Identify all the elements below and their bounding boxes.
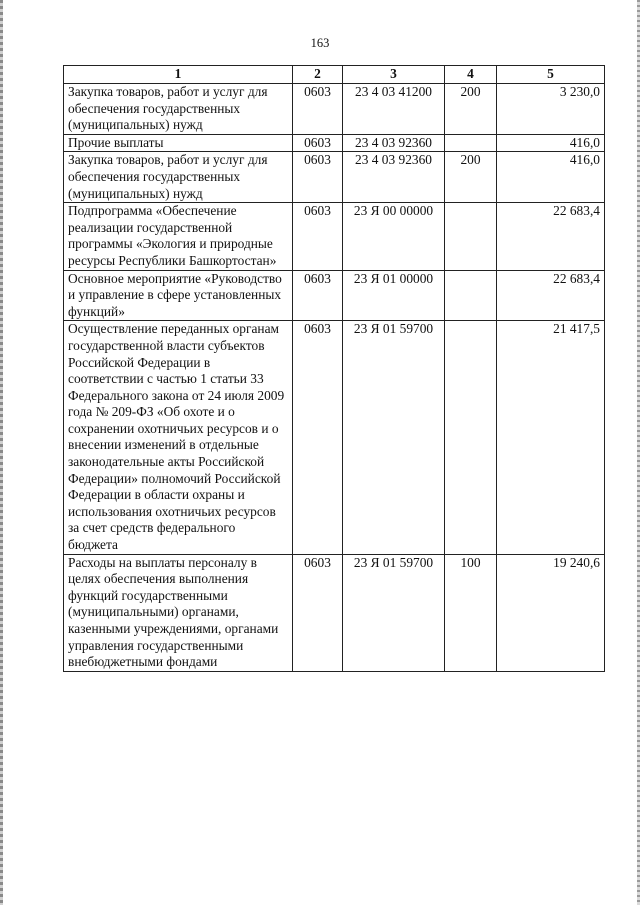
row-sum: 19 240,6 xyxy=(497,554,605,671)
row-name: Основное мероприятие «Руководство и управление в сфере установленных функций» xyxy=(64,270,293,321)
table-row xyxy=(64,270,605,321)
scan-edge-left xyxy=(0,0,3,905)
table-row xyxy=(64,152,605,203)
row-section: 0603 xyxy=(293,152,343,203)
column-header-type: 4 xyxy=(445,66,497,84)
row-type xyxy=(445,321,497,554)
page-number: 163 xyxy=(310,36,330,50)
column-header-name: 1 xyxy=(64,66,293,84)
row-type: 200 xyxy=(445,84,497,135)
row-sum: 3 230,0 xyxy=(497,84,605,135)
row-code: 23 4 03 92360 xyxy=(343,152,445,203)
row-type: 200 xyxy=(445,152,497,203)
row-sum: 416,0 xyxy=(497,134,605,152)
row-code: 23 4 03 92360 xyxy=(343,134,445,152)
row-name: Расходы на выплаты персоналу в целях обеспечения выполнения функций государственными (муниципальными) органами, казенными учреждениями, органами управления государственными внебюджетными фондами xyxy=(64,554,293,671)
row-type xyxy=(445,134,497,152)
column-header-sum: 5 xyxy=(497,66,605,84)
row-sum: 22 683,4 xyxy=(497,203,605,270)
row-name: Подпрограмма «Обеспечение реализации государственной программы «Экология и природные ресурсы Республики Башкортостан» xyxy=(64,203,293,270)
row-name: Осуществление переданных органам государственной власти субъектов Российской Федерации в соответствии с частью 1 статьи 33 Федерального закона от 24 июля 2009 года № 209-ФЗ «Об охоте и о сохранении охотничьих ресурсов и о внесении изменений в отдельные законодательные акты Российской Федерации» полномочий Российской Федерации в области охраны и использования охотничьих ресурсов за счет средств федерального бюджета xyxy=(64,321,293,554)
row-code: 23 Я 01 59700 xyxy=(343,554,445,671)
row-code: 23 4 03 41200 xyxy=(343,84,445,135)
column-header-code: 3 xyxy=(343,66,445,84)
row-code: 23 Я 01 59700 xyxy=(343,321,445,554)
table-row xyxy=(64,134,605,152)
table-row xyxy=(64,84,605,135)
row-name: Закупка товаров, работ и услуг для обеспечения государственных (муниципальных) нужд xyxy=(64,152,293,203)
row-sum: 416,0 xyxy=(497,152,605,203)
row-code: 23 Я 01 00000 xyxy=(343,270,445,321)
row-code: 23 Я 00 00000 xyxy=(343,203,445,270)
row-type: 100 xyxy=(445,554,497,671)
row-section: 0603 xyxy=(293,554,343,671)
table-row xyxy=(64,203,605,270)
row-sum: 22 683,4 xyxy=(497,270,605,321)
row-section: 0603 xyxy=(293,134,343,152)
row-name: Прочие выплаты xyxy=(64,134,293,152)
table-header-row xyxy=(64,66,605,84)
column-header-section: 2 xyxy=(293,66,343,84)
row-name: Закупка товаров, работ и услуг для обеспечения государственных (муниципальных) нужд xyxy=(64,84,293,135)
row-section: 0603 xyxy=(293,321,343,554)
row-type xyxy=(445,203,497,270)
row-sum: 21 417,5 xyxy=(497,321,605,554)
budget-table xyxy=(63,65,605,672)
row-section: 0603 xyxy=(293,84,343,135)
table-row xyxy=(64,321,605,554)
row-type xyxy=(445,270,497,321)
table-row xyxy=(64,554,605,671)
row-section: 0603 xyxy=(293,270,343,321)
row-section: 0603 xyxy=(293,203,343,270)
